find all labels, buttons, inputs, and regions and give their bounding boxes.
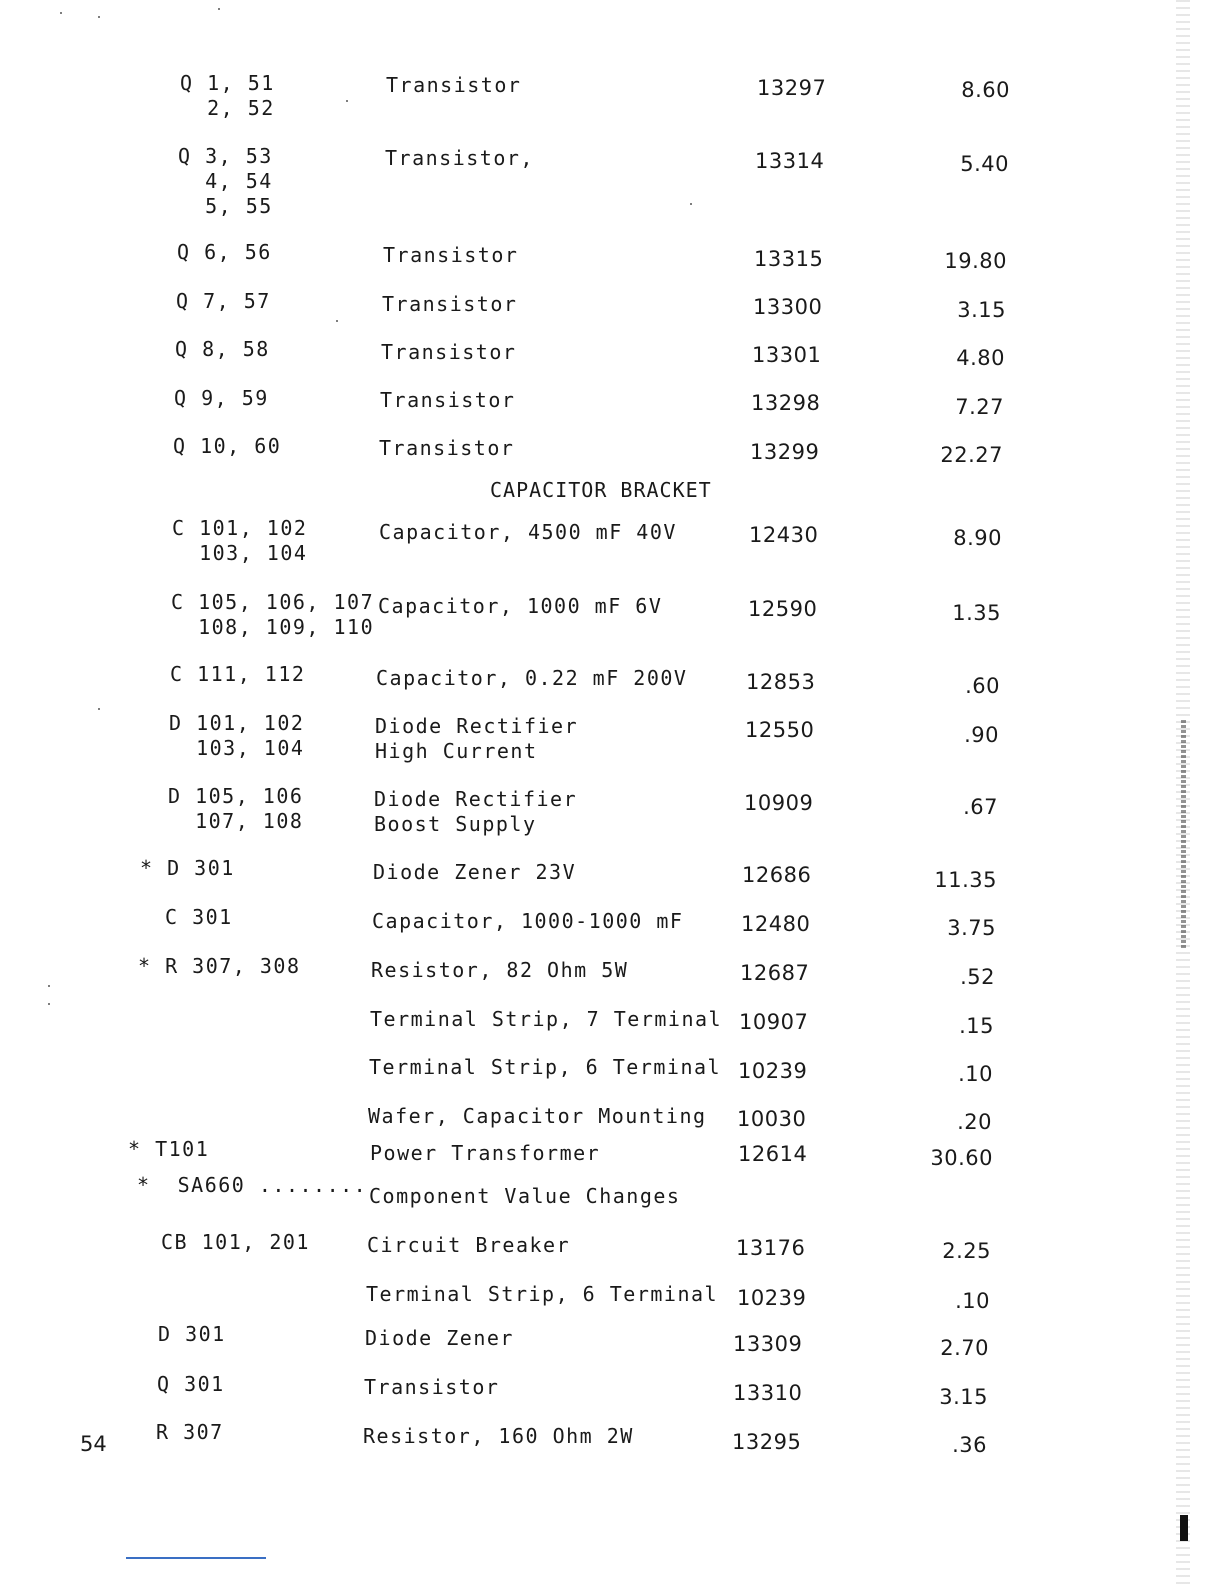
row-14-price: 3.75 [947,916,996,940]
row-22-part: 10239 [737,1286,807,1310]
row-12-ref: D 105, 106 107, 108 [168,784,304,833]
row-7-part: 13299 [750,440,820,464]
row-6-ref: Q 9, 59 [174,386,269,410]
row-3-desc: Transistor [383,243,519,267]
row-18-price: .20 [957,1110,992,1134]
row-5-price: 4.80 [956,346,1005,370]
row-3-part: 13315 [754,247,824,271]
row-10-price: .60 [965,674,1000,698]
row-10-part: 12853 [746,670,816,694]
row-8-ref: C 101, 102 103, 104 [172,516,308,565]
row-10-ref: C 111, 112 [170,662,306,686]
row-1-ref: Q 1, 51 2, 52 [180,71,275,120]
row-16-desc: Terminal Strip, 7 Terminal [370,1007,723,1031]
row-19-price: 30.60 [930,1146,993,1170]
row-4-price: 3.15 [957,298,1006,322]
row-24-desc: Transistor [364,1375,500,1399]
row-3-price: 19.80 [944,249,1007,273]
row-25-part: 13295 [732,1430,802,1454]
row-7-price: 22.27 [940,443,1003,467]
row-19-desc: Power Transformer [370,1141,601,1165]
row-11-part: 12550 [745,718,815,742]
scan-speck [60,12,62,14]
row-23-price: 2.70 [940,1336,989,1360]
row-25-price: .36 [952,1433,987,1457]
row-5-part: 13301 [752,343,822,367]
row-15-part: 12687 [740,961,810,985]
row-2-part: 13314 [755,149,825,173]
scan-speck [98,708,100,710]
row-14-part: 12480 [741,912,811,936]
scan-speck [218,8,220,10]
row-16-price: .15 [959,1014,994,1038]
row-9-ref: C 105, 106, 107 108, 109, 110 [171,590,375,639]
row-18-desc: Wafer, Capacitor Mounting [368,1104,707,1128]
row-21-part: 13176 [736,1236,806,1260]
row-14-desc: Capacitor, 1000-1000 mF [372,909,684,933]
row-7-ref: Q 10, 60 [173,434,282,458]
row-6-price: 7.27 [955,395,1004,419]
row-1-price: 8.60 [961,78,1010,102]
row-20-ref: * SA660 ........ [137,1173,368,1197]
row-21-ref: CB 101, 201 [161,1230,310,1254]
row-2-ref: Q 3, 53 4, 54 5, 55 [178,144,273,218]
row-24-ref: Q 301 [157,1372,225,1396]
row-19-ref: * T101 [128,1137,210,1161]
row-18-part: 10030 [737,1107,807,1131]
row-15-ref: * R 307, 308 [138,954,301,978]
row-8-desc: Capacitor, 4500 mF 40V [379,520,677,544]
row-12-desc: Diode Rectifier Boost Supply [374,787,578,836]
row-17-part: 10239 [738,1059,808,1083]
row-10-desc: Capacitor, 0.22 mF 200V [376,666,688,690]
row-4-desc: Transistor [382,292,518,316]
scan-speck [98,16,100,18]
row-4-ref: Q 7, 57 [176,289,271,313]
row-25-desc: Resistor, 160 Ohm 2W [363,1424,634,1448]
row-17-price: .10 [958,1062,993,1086]
row-23-ref: D 301 [158,1322,226,1346]
row-20-desc: Component Value Changes [369,1184,681,1208]
row-16-part: 10907 [739,1010,809,1034]
scan-edge-mark [1180,1515,1188,1541]
row-7-desc: Transistor [379,436,515,460]
row-8-price: 8.90 [953,526,1002,550]
scan-speck [346,100,348,102]
row-9-desc: Capacitor, 1000 mF 6V [378,594,663,618]
row-9-part: 12590 [748,597,818,621]
row-15-desc: Resistor, 82 Ohm 5W [371,958,629,982]
row-4-part: 13300 [753,295,823,319]
row-1-desc: Transistor [386,73,522,97]
row-11-desc: Diode Rectifier High Current [375,714,579,763]
row-19-part: 12614 [738,1142,808,1166]
row-11-ref: D 101, 102 103, 104 [169,711,305,760]
row-6-part: 13298 [751,391,821,415]
row-22-desc: Terminal Strip, 6 Terminal [366,1282,719,1306]
section-heading: CAPACITOR BRACKET [490,478,712,502]
row-13-ref: * D 301 [140,856,235,880]
row-21-desc: Circuit Breaker [367,1233,571,1257]
row-5-desc: Transistor [381,340,517,364]
scan-edge-dark-band [1181,720,1186,950]
row-23-part: 13309 [733,1332,803,1356]
row-13-price: 11.35 [934,868,997,892]
row-24-part: 13310 [733,1381,803,1405]
row-24-price: 3.15 [939,1385,988,1409]
row-9-price: 1.35 [952,601,1001,625]
row-25-ref: R 307 [156,1420,224,1444]
page-number: 54 [80,1432,107,1456]
row-2-price: 5.40 [960,152,1009,176]
row-13-part: 12686 [742,863,812,887]
scan-speck [690,203,692,205]
row-17-desc: Terminal Strip, 6 Terminal [369,1055,722,1079]
row-11-price: .90 [964,723,999,747]
row-23-desc: Diode Zener [365,1326,514,1350]
row-21-price: 2.25 [942,1239,991,1263]
scan-speck [48,1003,50,1005]
row-2-desc: Transistor, [385,146,534,170]
row-15-price: .52 [960,965,995,989]
row-1-part: 13297 [757,76,827,100]
scan-speck [336,320,338,322]
footer-rule [126,1557,266,1559]
row-8-part: 12430 [749,523,819,547]
row-14-ref: C 301 [165,905,233,929]
row-13-desc: Diode Zener 23V [373,860,577,884]
row-22-price: .10 [955,1289,990,1313]
row-12-part: 10909 [744,791,814,815]
scan-speck [48,985,50,987]
row-3-ref: Q 6, 56 [177,240,272,264]
row-12-price: .67 [963,795,998,819]
row-6-desc: Transistor [380,388,516,412]
row-5-ref: Q 8, 58 [175,337,270,361]
